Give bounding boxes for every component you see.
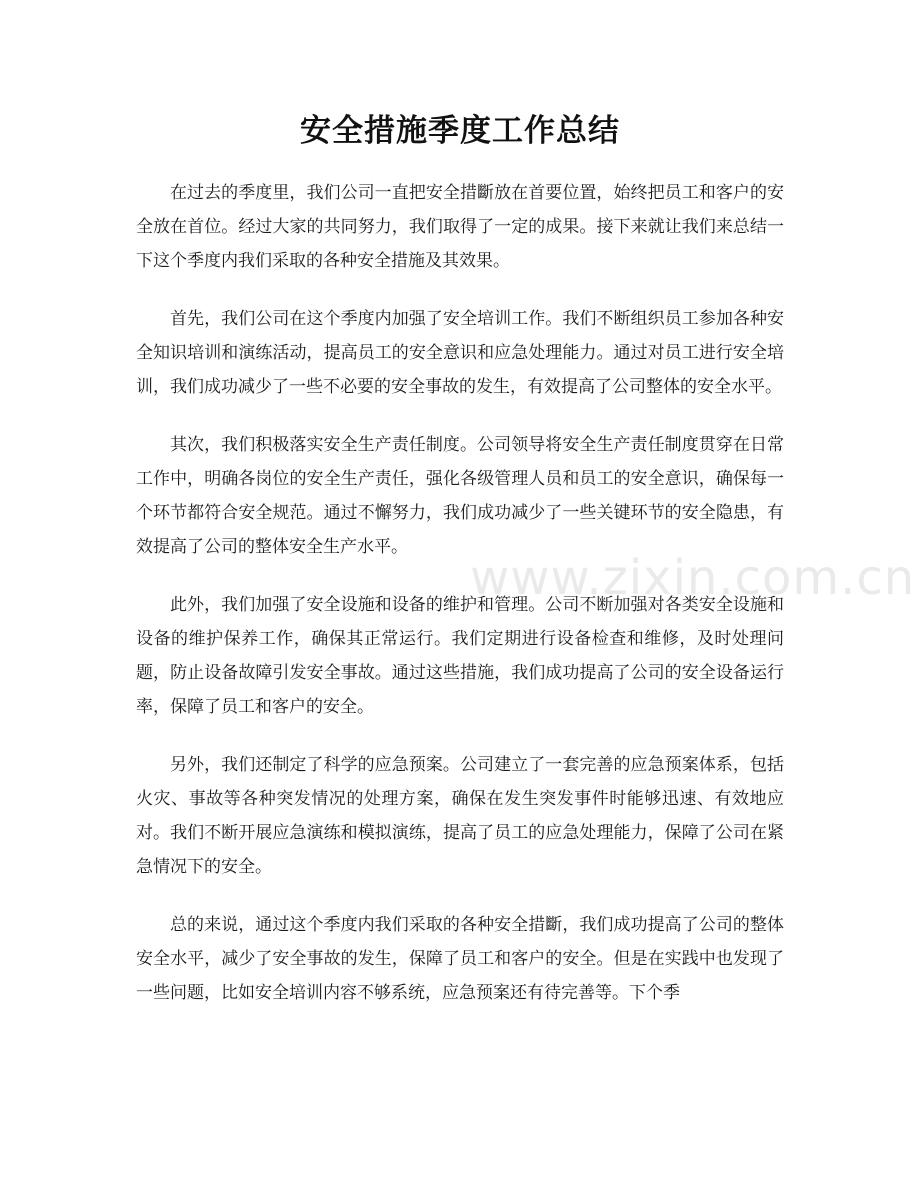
paragraph-summary: 总的来说，通过这个季度内我们采取的各种安全措斷，我们成功提高了公司的整体安全水平，减少了安全事故的发生，保障了员工和客户的安全。但是在实践中也发现了一些问题，比如安全培训内容不够系统，应急预案还有待完善等。下个季 (136, 915, 784, 1003)
paragraph-responsibility: 其次，我们积极落实安全生产责任制度。公司领导将安全生产责任制度贯穿在日常工作中，明确各岗位的安全生产责任，强化各级管理人员和员工的安全意识，确保每一个环节都符合安全规范。通过不懈努力，我们成功减少了一些关键环节的安全隐患，有效提高了公司的整体安全生产水平。 (136, 435, 784, 557)
paragraph-intro: 在过去的季度里，我们公司一直把安全措斷放在首要位置，始终把员工和客户的安全放在首位。经过大家的共同努力，我们取得了一定的成果。接下来就让我们来总结一下这个季度内我们采取的各种安全措施及其效果。 (136, 183, 784, 271)
document-title: 安全措施季度工作总结 (300, 113, 620, 149)
watermark-text: www.zixin.com.cn (470, 550, 916, 606)
document-body (136, 176, 784, 1034)
paragraph-equipment: 此外，我们加强了安全设施和设备的维护和管理。公司不断加强对各类安全设施和设备的维护保养工作，确保其正常运行。我们定期进行设备检查和维修，及时处理问题，防止设备故障引发安全事故。通过这些措施，我们成功提高了公司的安全设备运行率，保障了员工和客户的安全。 (136, 595, 784, 717)
paragraph-training: 首先，我们公司在这个季度内加强了安全培训工作。我们不断组织员工参加各种安全知识培训和演练活动，提高员工的安全意识和应急处理能力。通过对员工进行安全培训，我们成功减少了一些不必要的安全事故的发生，有效提高了公司整体的安全水平。 (136, 309, 784, 397)
paragraph-emergency-plan: 另外，我们还制定了科学的应急预案。公司建立了一套完善的应急预案体系，包括火灾、事故等各种突发情况的处理方案，确保在发生突发事件时能够迅速、有效地应对。我们不断开展应急演练和模拟演练，提高了员工的应急处理能力，保障了公司在紧急情况下的安全。 (136, 755, 784, 877)
